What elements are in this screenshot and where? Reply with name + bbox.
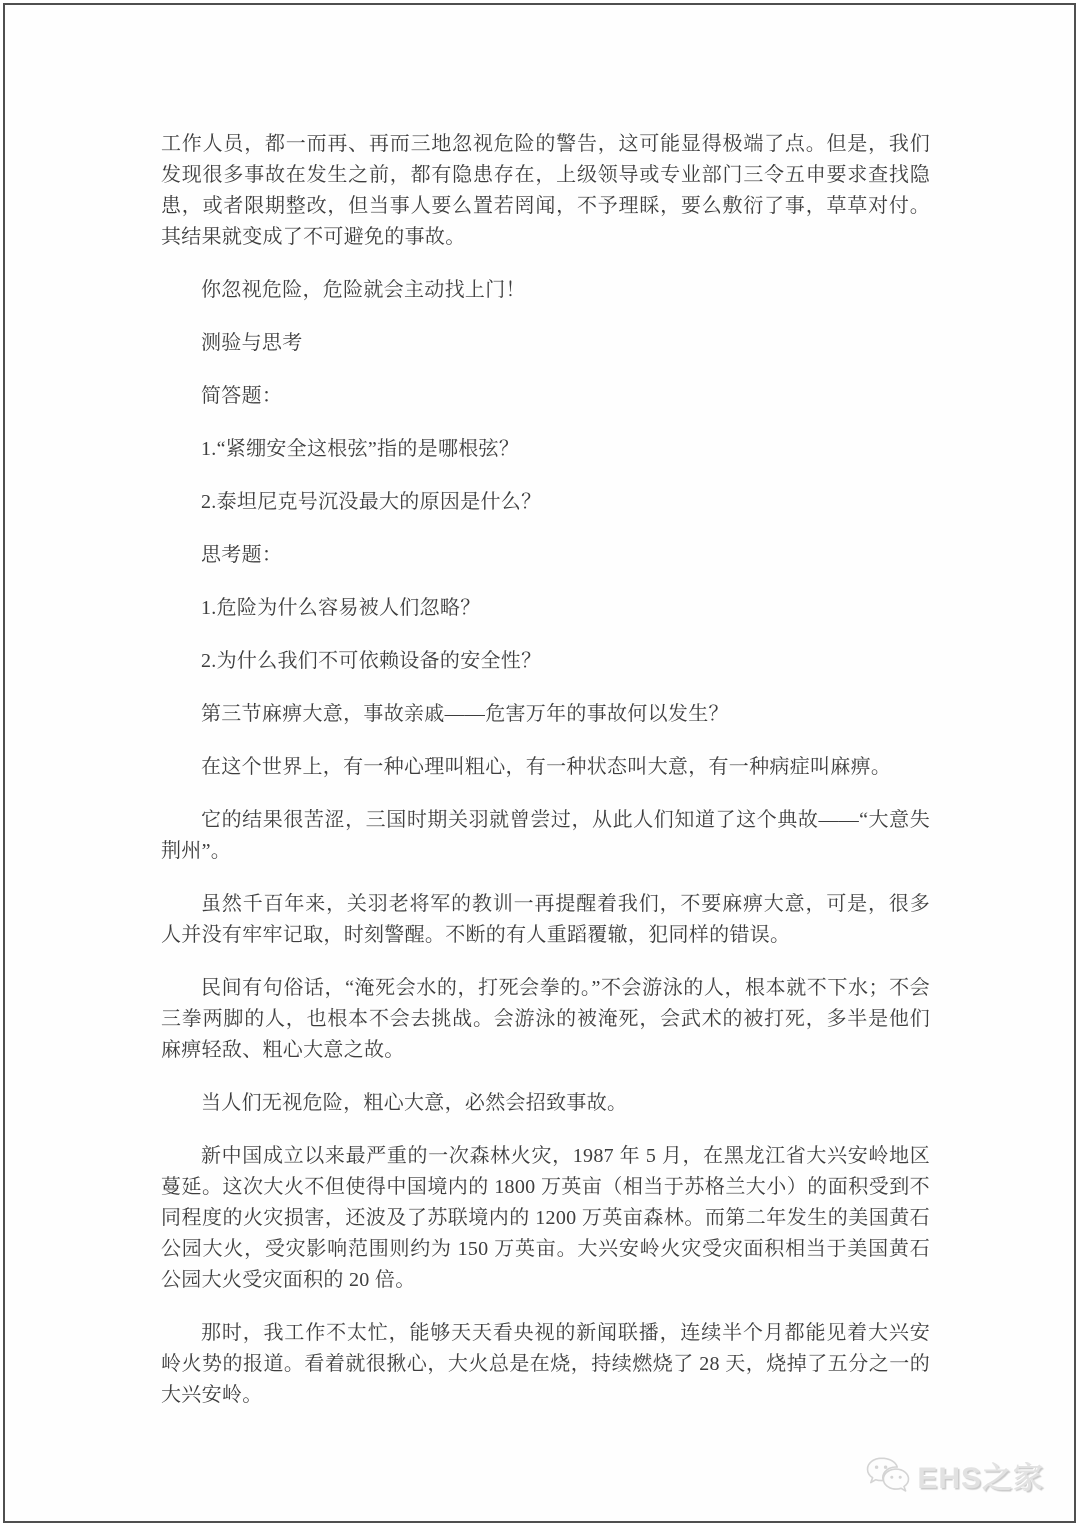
paragraph: 虽然千百年来，关羽老将军的教训一再提醒着我们，不要麻痹大意，可是，很多人并没有牢牢记取，时刻警醒。不断的有人重蹈覆辙，犯同样的错误。 (161, 893, 930, 946)
document-body (161, 129, 930, 1433)
paragraph: 它的结果很苦涩，三国时期关羽就曾尝过，从此人们知道了这个典故——“大意失荆州”。 (161, 809, 930, 862)
paragraph: 简答题： (201, 385, 283, 407)
paragraph: 思考题： (201, 544, 283, 566)
paragraph: 你忽视危险，危险就会主动找上门！ (201, 279, 526, 301)
paragraph: 2.泰坦尼克号沉没最大的原因是什么？ (201, 491, 542, 513)
watermark-label: EHS之家 (917, 1462, 1044, 1495)
paragraph: 1.“紧绷安全这根弦”指的是哪根弦？ (201, 438, 520, 460)
paragraph: 当人们无视危险，粗心大意，必然会招致事故。 (201, 1092, 628, 1114)
paragraph: 民间有句俗话，“淹死会水的，打死会拳的。”不会游泳的人，根本就不下水；不会三拳两脚的人，也根本不会去挑战。会游泳的被淹死，会武术的被打死，多半是他们麻痹轻敌、粗心大意之故。 (161, 977, 930, 1061)
paragraph: 在这个世界上，有一种心理叫粗心，有一种状态叫大意，有一种病症叫麻痹。 (201, 756, 892, 778)
paragraph: 1.危险为什么容易被人们忽略？ (201, 597, 481, 619)
paragraph: 2.为什么我们不可依赖设备的安全性？ (201, 650, 542, 672)
paragraph: 那时，我工作不太忙，能够天天看央视的新闻联播，连续半个月都能见着大兴安岭火势的报道。看着就很揪心，大火总是在烧，持续燃烧了 28 天，烧掉了五分之一的大兴安岭。 (161, 1322, 930, 1406)
paragraph: 测验与思考 (201, 332, 303, 354)
paragraph: 工作人员，都一而再、再而三地忽视危险的警告，这可能显得极端了点。但是，我们发现很多事故在发生之前，都有隐患存在，上级领导或专业部门三令五申要求查找隐患，或者限期整改，但当事人要么置若罔闻，不予理睬，要么敷衍了事，草草对付。其结果就变成了不可避免的事故。 (161, 133, 930, 248)
paragraph: 新中国成立以来最严重的一次森林火灾，1987 年 5 月，在黑龙江省大兴安岭地区蔓延。这次大火不但使得中国境内的 1800 万英亩（相当于苏格兰大小）的面积受到不同程度的火灾损害，还波及了苏联境内的 1200 万英亩森林。而第二年发生的美国黄石公园大火，受灾影响范围则约为 150 万英亩。大兴安岭火灾受灾面积相当于美国黄石公园大火受灾面积的 20 倍。 (161, 1145, 930, 1291)
wechat-icon (865, 1456, 911, 1494)
watermark (865, 1453, 1044, 1497)
paragraph: 第三节麻痹大意，事故亲戚——危害万年的事故何以发生？ (201, 703, 729, 725)
page-border (3, 3, 1076, 1523)
